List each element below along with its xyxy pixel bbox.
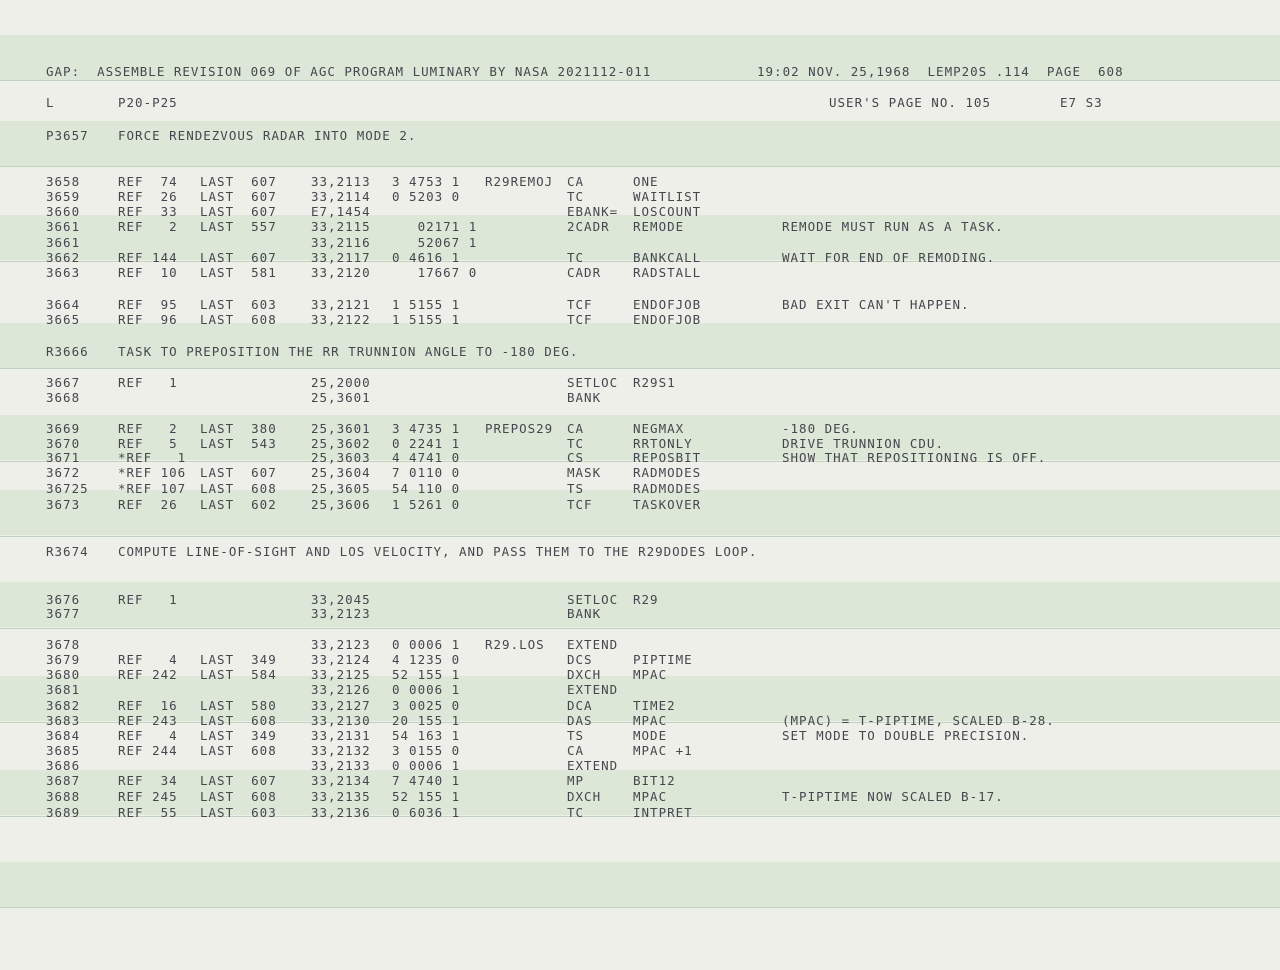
address: 33,2127 (311, 698, 371, 713)
line-number: 3673 (46, 497, 81, 512)
address: 33,2130 (311, 713, 371, 728)
section-title (0, 128, 1280, 144)
operand: REMODE (633, 219, 685, 234)
ref-count: REF 4 (118, 728, 178, 743)
subheader-tag: E7 S3 (1060, 95, 1103, 110)
ref-count: *REF 107 (118, 481, 187, 496)
section-id: R3674 (46, 544, 89, 559)
ref-count: *REF 1 (118, 450, 187, 465)
operand: BANKCALL (633, 250, 702, 265)
octal-code: 3 4753 1 (392, 174, 461, 189)
operand: ENDOFJOB (633, 312, 702, 327)
operand: R29S1 (633, 375, 676, 390)
octal-code: 3 0025 0 (392, 698, 461, 713)
opcode: TS (567, 728, 585, 743)
ref-count: REF 95 (118, 297, 178, 312)
opcode: 2CADR (567, 219, 610, 234)
ref-count: REF 144 (118, 250, 178, 265)
last-page: LAST 584 (200, 667, 277, 682)
opcode: TCF (567, 312, 593, 327)
operand: WAITLIST (633, 189, 702, 204)
code-line (0, 204, 1280, 220)
location-label: R29REMOJ (485, 174, 554, 189)
address: 33,2045 (311, 592, 371, 607)
code-line (0, 773, 1280, 789)
address: 25,3601 (311, 421, 371, 436)
opcode: SETLOC (567, 375, 619, 390)
opcode: CADR (567, 265, 602, 280)
octal-code: 7 0110 0 (392, 465, 461, 480)
section-id: P3657 (46, 128, 89, 143)
comment: DRIVE TRUNNION CDU. (782, 436, 944, 451)
operand: R29 (633, 592, 659, 607)
octal-code: 3 0155 0 (392, 743, 461, 758)
operand: RADMODES (633, 481, 702, 496)
octal-code: 0 0006 1 (392, 682, 461, 697)
octal-code: 1 5155 1 (392, 312, 461, 327)
line-number: 3664 (46, 297, 81, 312)
line-number: 3677 (46, 606, 81, 621)
octal-code: 0 6036 1 (392, 805, 461, 820)
ref-count: REF 1 (118, 375, 178, 390)
operand: RRTONLY (633, 436, 693, 451)
ref-count: REF 2 (118, 219, 178, 234)
operand: PIPTIME (633, 652, 693, 667)
line-number: 3661 (46, 219, 81, 234)
operand: INTPRET (633, 805, 693, 820)
location-label: PREPOS29 (485, 421, 554, 436)
last-page: LAST 349 (200, 728, 277, 743)
opcode: DCS (567, 652, 593, 667)
code-line (0, 743, 1280, 759)
comment: T-PIPTIME NOW SCALED B-17. (782, 789, 1004, 804)
octal-code: 02171 1 (392, 219, 478, 234)
operand: TASKOVER (633, 497, 702, 512)
opcode: TC (567, 805, 585, 820)
opcode: SETLOC (567, 592, 619, 607)
opcode: TC (567, 250, 585, 265)
octal-code: 0 5203 0 (392, 189, 461, 204)
comment: BAD EXIT CAN'T HAPPEN. (782, 297, 970, 312)
opcode: EXTEND (567, 758, 619, 773)
operand: MPAC (633, 789, 668, 804)
line-number: 3681 (46, 682, 81, 697)
line-number: 3659 (46, 189, 81, 204)
operand: TIME2 (633, 698, 676, 713)
octal-code: 3 4735 1 (392, 421, 461, 436)
line-number: 3672 (46, 465, 81, 480)
line-number: 3670 (46, 436, 81, 451)
last-page: LAST 607 (200, 189, 277, 204)
code-line (0, 375, 1280, 391)
ref-count: REF 74 (118, 174, 178, 189)
last-page: LAST 607 (200, 174, 277, 189)
last-page: LAST 557 (200, 219, 277, 234)
octal-code: 1 5261 0 (392, 497, 461, 512)
octal-code: 0 2241 1 (392, 436, 461, 451)
address: 33,2132 (311, 743, 371, 758)
address: 33,2121 (311, 297, 371, 312)
line-number: 3680 (46, 667, 81, 682)
address: 33,2133 (311, 758, 371, 773)
opcode: EXTEND (567, 637, 619, 652)
code-line (0, 728, 1280, 744)
subheader-section: P20-P25 (118, 95, 178, 110)
code-line (0, 421, 1280, 437)
octal-code: 20 155 1 (392, 713, 461, 728)
address: 33,2117 (311, 250, 371, 265)
address: 25,3601 (311, 390, 371, 405)
last-page: LAST 607 (200, 465, 277, 480)
opcode: MASK (567, 465, 602, 480)
comment: SET MODE TO DOUBLE PRECISION. (782, 728, 1030, 743)
line-number: 36725 (46, 481, 89, 496)
code-line (0, 265, 1280, 281)
last-page: LAST 607 (200, 250, 277, 265)
line-number: 3685 (46, 743, 81, 758)
octal-code: 1 5155 1 (392, 297, 461, 312)
section-text: TASK TO PREPOSITION THE RR TRUNNION ANGLE TO -180 DEG. (118, 344, 579, 359)
operand: RADSTALL (633, 265, 702, 280)
opcode: TC (567, 436, 585, 451)
octal-code: 0 0006 1 (392, 637, 461, 652)
section-id: R3666 (46, 344, 89, 359)
code-line (0, 758, 1280, 774)
address: 33,2120 (311, 265, 371, 280)
opcode: EXTEND (567, 682, 619, 697)
last-page: LAST 608 (200, 743, 277, 758)
opcode: TC (567, 189, 585, 204)
ref-count: REF 245 (118, 789, 178, 804)
address: 33,2123 (311, 606, 371, 621)
operand: LOSCOUNT (633, 204, 702, 219)
operand: MPAC (633, 713, 668, 728)
last-page: LAST 581 (200, 265, 277, 280)
code-line (0, 805, 1280, 821)
octal-code: 0 0006 1 (392, 758, 461, 773)
operand: BIT12 (633, 773, 676, 788)
last-page: LAST 603 (200, 297, 277, 312)
last-page: LAST 608 (200, 481, 277, 496)
last-page: LAST 380 (200, 421, 277, 436)
line-number: 3684 (46, 728, 81, 743)
line-number: 3661 (46, 235, 81, 250)
ref-count: REF 34 (118, 773, 178, 788)
last-page: LAST 608 (200, 312, 277, 327)
code-line (0, 189, 1280, 205)
comment: (MPAC) = T-PIPTIME, SCALED B-28. (782, 713, 1055, 728)
address: 25,3605 (311, 481, 371, 496)
code-line (0, 789, 1280, 805)
code-line (0, 652, 1280, 668)
opcode: EBANK= (567, 204, 619, 219)
line-number: 3679 (46, 652, 81, 667)
ref-count: REF 10 (118, 265, 178, 280)
line-number: 3663 (46, 265, 81, 280)
operand: ONE (633, 174, 659, 189)
section-text: COMPUTE LINE-OF-SIGHT AND LOS VELOCITY, AND PASS THEM TO THE R29DODES LOOP. (118, 544, 758, 559)
operand: MPAC +1 (633, 743, 693, 758)
address: 33,2136 (311, 805, 371, 820)
opcode: DXCH (567, 667, 602, 682)
address: 33,2116 (311, 235, 371, 250)
location-label: R29.LOS (485, 637, 545, 652)
ref-count: REF 26 (118, 497, 178, 512)
ref-count: REF 2 (118, 421, 178, 436)
address: 33,2122 (311, 312, 371, 327)
code-line (0, 713, 1280, 729)
code-line (0, 297, 1280, 313)
user-page-number: USER'S PAGE NO. 105 (829, 95, 991, 110)
line-number: 3689 (46, 805, 81, 820)
last-page: LAST 608 (200, 789, 277, 804)
section-title (0, 544, 1280, 560)
line-number: 3686 (46, 758, 81, 773)
address: 33,2135 (311, 789, 371, 804)
line-number: 3667 (46, 375, 81, 390)
opcode: TCF (567, 297, 593, 312)
header-timestamp: 19:02 NOV. 25,1968 LEMP20S .114 PAGE 608 (757, 64, 1124, 79)
last-page: LAST 607 (200, 773, 277, 788)
line-number: 3676 (46, 592, 81, 607)
code-line (0, 682, 1280, 698)
ref-count: REF 33 (118, 204, 178, 219)
ref-count: REF 55 (118, 805, 178, 820)
last-page: LAST 543 (200, 436, 277, 451)
line-number: 3678 (46, 637, 81, 652)
ref-count: REF 5 (118, 436, 178, 451)
last-page: LAST 349 (200, 652, 277, 667)
address: 33,2123 (311, 637, 371, 652)
ref-count: REF 4 (118, 652, 178, 667)
code-line (0, 450, 1280, 466)
last-page: LAST 607 (200, 204, 277, 219)
octal-code: 4 4741 0 (392, 450, 461, 465)
operand: NEGMAX (633, 421, 685, 436)
line-number: 3671 (46, 450, 81, 465)
octal-code: 4 1235 0 (392, 652, 461, 667)
line-number: 3669 (46, 421, 81, 436)
address: 33,2114 (311, 189, 371, 204)
comment: REMODE MUST RUN AS A TASK. (782, 219, 1004, 234)
address: 25,3604 (311, 465, 371, 480)
operand: MODE (633, 728, 668, 743)
line-number: 3662 (46, 250, 81, 265)
page-subheader (0, 95, 1280, 111)
code-line (0, 481, 1280, 497)
address: 25,2000 (311, 375, 371, 390)
code-line (0, 465, 1280, 481)
octal-code: 52 155 1 (392, 667, 461, 682)
code-line (0, 219, 1280, 235)
octal-code: 54 110 0 (392, 481, 461, 496)
address: 33,2126 (311, 682, 371, 697)
address: 33,2124 (311, 652, 371, 667)
code-line (0, 667, 1280, 683)
octal-code: 54 163 1 (392, 728, 461, 743)
ref-count: REF 16 (118, 698, 178, 713)
ref-count: REF 1 (118, 592, 178, 607)
ref-count: REF 244 (118, 743, 178, 758)
opcode: CA (567, 174, 585, 189)
comment: WAIT FOR END OF REMODING. (782, 250, 996, 265)
code-line (0, 637, 1280, 653)
line-number: 3658 (46, 174, 81, 189)
comment: SHOW THAT REPOSITIONING IS OFF. (782, 450, 1047, 465)
line-number: 3668 (46, 390, 81, 405)
address: 25,3606 (311, 497, 371, 512)
address: 33,2131 (311, 728, 371, 743)
code-line (0, 312, 1280, 328)
comment: -180 DEG. (782, 421, 859, 436)
ref-count: REF 26 (118, 189, 178, 204)
last-page: LAST 602 (200, 497, 277, 512)
code-line (0, 698, 1280, 714)
opcode: BANK (567, 606, 602, 621)
address: 33,2134 (311, 773, 371, 788)
octal-code: 17667 0 (392, 265, 478, 280)
operand: REPOSBIT (633, 450, 702, 465)
section-text: FORCE RENDEZVOUS RADAR INTO MODE 2. (118, 128, 417, 143)
operand: RADMODES (633, 465, 702, 480)
opcode: BANK (567, 390, 602, 405)
address: 25,3603 (311, 450, 371, 465)
code-line (0, 174, 1280, 190)
operand: ENDOFJOB (633, 297, 702, 312)
ref-count: REF 243 (118, 713, 178, 728)
section-title (0, 344, 1280, 360)
opcode: TCF (567, 497, 593, 512)
line-number: 3687 (46, 773, 81, 788)
ref-count: *REF 106 (118, 465, 187, 480)
last-page: LAST 603 (200, 805, 277, 820)
opcode: DCA (567, 698, 593, 713)
code-line (0, 390, 1280, 406)
subheader-letter: L (46, 95, 55, 110)
octal-code: 52067 1 (392, 235, 478, 250)
opcode: DXCH (567, 789, 602, 804)
line-number: 3665 (46, 312, 81, 327)
code-line (0, 497, 1280, 513)
last-page: LAST 580 (200, 698, 277, 713)
last-page: LAST 608 (200, 713, 277, 728)
address: 33,2115 (311, 219, 371, 234)
address: 25,3602 (311, 436, 371, 451)
octal-code: 7 4740 1 (392, 773, 461, 788)
line-number: 3683 (46, 713, 81, 728)
opcode: MP (567, 773, 585, 788)
header-title: GAP: ASSEMBLE REVISION 069 OF AGC PROGRAM LUMINARY BY NASA 2021112-011 (46, 64, 652, 79)
address: E7,1454 (311, 204, 371, 219)
opcode: DAS (567, 713, 593, 728)
opcode: CS (567, 450, 585, 465)
operand: MPAC (633, 667, 668, 682)
octal-code: 52 155 1 (392, 789, 461, 804)
address: 33,2125 (311, 667, 371, 682)
ref-count: REF 242 (118, 667, 178, 682)
line-number: 3688 (46, 789, 81, 804)
octal-code: 0 4616 1 (392, 250, 461, 265)
address: 33,2113 (311, 174, 371, 189)
page-header (0, 64, 1280, 80)
opcode: TS (567, 481, 585, 496)
opcode: CA (567, 743, 585, 758)
code-line (0, 235, 1280, 251)
line-number: 3660 (46, 204, 81, 219)
code-line (0, 606, 1280, 622)
code-line (0, 250, 1280, 266)
ref-count: REF 96 (118, 312, 178, 327)
opcode: CA (567, 421, 585, 436)
line-number: 3682 (46, 698, 81, 713)
